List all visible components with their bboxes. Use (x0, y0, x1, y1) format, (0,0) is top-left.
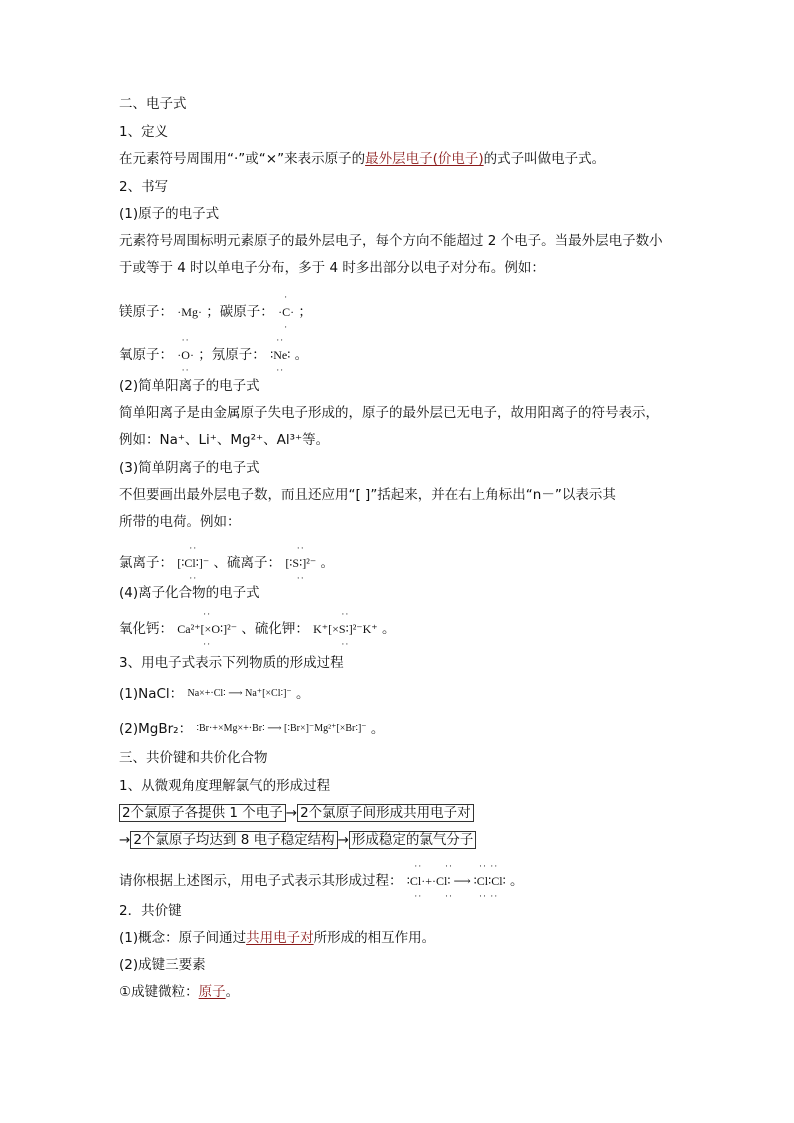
subheading-cation: (2)简单阳离子的电子式 (119, 378, 260, 394)
nacl-label: (1)NaCl： (119, 686, 184, 702)
section-heading-covalent: 三、共价键和共价化合物 (119, 750, 268, 766)
o-label: 氧原子： (119, 347, 173, 363)
nacl-formation-formula: Na×+·Cl∶ ⟶ Na⁺[×Cl∶]⁻ (187, 688, 292, 699)
s-ion-formula: ·· [∶S∶]²⁻ ·· (285, 543, 317, 583)
atom-paragraph-line2: 于或等于 4 时以单电子分布，多于 4 时多出部分以电子对分布。例如： (119, 260, 545, 276)
atom-example-row2 (119, 335, 309, 375)
cl-ion-formula: ·· [∶Cl∶]⁻ ·· (177, 543, 210, 583)
cao-electron-formula: ·· Ca²⁺[×O∶]²⁻ ·· (177, 609, 238, 649)
section-heading: 二、电子式 (119, 96, 187, 112)
process-box-1: 2个氯原子各提供 1 个电子 (119, 804, 286, 822)
text: 。 (320, 555, 334, 571)
atom-example-row1 (119, 292, 312, 332)
text: 。 (225, 984, 240, 1000)
cation-paragraph-line1: 简单阳离子是由金属原子失电子形成的，原子的最外层已无电子，故用阳离子的符号表示， (119, 405, 659, 421)
text: 。 (296, 686, 310, 702)
text: 。 (510, 873, 524, 889)
c-electron-formula: · ·C· · (278, 292, 295, 332)
concept-paragraph (119, 928, 435, 948)
process-box-2: 2个氯原子间形成共用电子对 (297, 804, 474, 822)
mgbr2-label: (2)MgBr₂： (119, 721, 193, 737)
text: 。 (294, 347, 309, 363)
subheading-three-elements: (2)成键三要素 (119, 957, 206, 973)
mg-electron-formula: ·Mg· (177, 305, 202, 319)
anion-example-row (119, 543, 334, 583)
cl2-formation-formula: ·· ·· ·· ·· ∶Cl·+·Cl∶ ⟶ ∶Cl∶Cl∶ ·· ·· ·· ·· (406, 861, 506, 901)
ionic-example-row (119, 609, 396, 649)
k2s-label: 、硫化钾： (241, 621, 309, 637)
process-row2 (119, 830, 476, 850)
anion-paragraph-line1: 不但要画出最外层电子数，而且还应用“[ ]”括起来，并在右上角标出“n－”以表示其 (119, 487, 616, 503)
text: 。 (370, 721, 385, 737)
ne-label: ；氖原子： (198, 347, 266, 363)
bond-particle-line (119, 982, 239, 1002)
o-electron-formula: ·· ·O· ·· (177, 335, 194, 375)
text: 的式子叫做电子式。 (483, 151, 606, 167)
anion-paragraph-line2: 所带的电荷。例如： (119, 514, 241, 530)
cao-label: 氧化钙： (119, 621, 173, 637)
ne-electron-formula: ·· ∶Ne∶ ·· (270, 335, 291, 375)
subheading-writing: 2、书写 (119, 179, 169, 195)
process-box-3: 2个氯原子均达到 8 电子稳定结构 (130, 831, 337, 849)
answer-text: 共用电子对 (246, 930, 314, 946)
subheading-atom: (1)原子的电子式 (119, 206, 220, 222)
text: ； (298, 304, 312, 320)
process-row1 (119, 803, 474, 823)
arrow: → (119, 832, 131, 848)
cation-paragraph-line2: 例如：Na⁺、Li⁺、Mg²⁺、Al³⁺等。 (119, 432, 330, 448)
text: ①成键微粒： (119, 984, 199, 1000)
answer-text: 原子 (198, 984, 226, 1000)
cl2-formation-row (119, 861, 524, 901)
text: 在元素符号周围用“·”或“×”来表示原子的 (119, 151, 366, 167)
c-label: ；碳原子： (206, 304, 274, 320)
subheading-anion: (3)简单阴离子的电子式 (119, 460, 260, 476)
mgbr2-formation-formula: ∶Br·+×Mg×+·Br∶ ⟶ [∶Br×]⁻Mg²⁺[×Br∶]⁻ (196, 723, 367, 734)
definition-paragraph (119, 149, 605, 169)
process-box-4: 形成稳定的氯气分子 (349, 831, 477, 849)
subheading-ionic: (4)离子化合物的电子式 (119, 585, 260, 601)
mgbr2-formation-row (119, 719, 384, 739)
text: 所形成的相互作用。 (313, 930, 436, 946)
atom-paragraph-line1: 元素符号周围标明元素原子的最外层电子，每个方向不能超过 2 个电子。当最外层电子数小 (119, 233, 663, 249)
text: 。 (381, 621, 396, 637)
nacl-formation-row (119, 684, 310, 704)
answer-text: 最外层电子(价电子) (365, 151, 484, 167)
subheading-micro: 1、从微观角度理解氯气的形成过程 (119, 778, 331, 794)
mg-label: 镁原子： (119, 304, 173, 320)
arrow: → (285, 805, 298, 821)
text: (1)概念：原子间通过 (119, 930, 247, 946)
subheading-definition: 1、定义 (119, 124, 169, 140)
subheading-formation: 3、用电子式表示下列物质的形成过程 (119, 655, 344, 671)
k2s-electron-formula: ·· K⁺[×S∶]²⁻K⁺ ·· (313, 609, 378, 649)
arrow: → (337, 832, 349, 848)
subheading-covalent-bond: 2．共价键 (119, 903, 182, 919)
cl2-label: 请你根据上述图示，用电子式表示其形成过程： (119, 873, 403, 889)
cl-label: 氯离子： (119, 555, 173, 571)
s-label: 、硫离子： (213, 555, 282, 571)
